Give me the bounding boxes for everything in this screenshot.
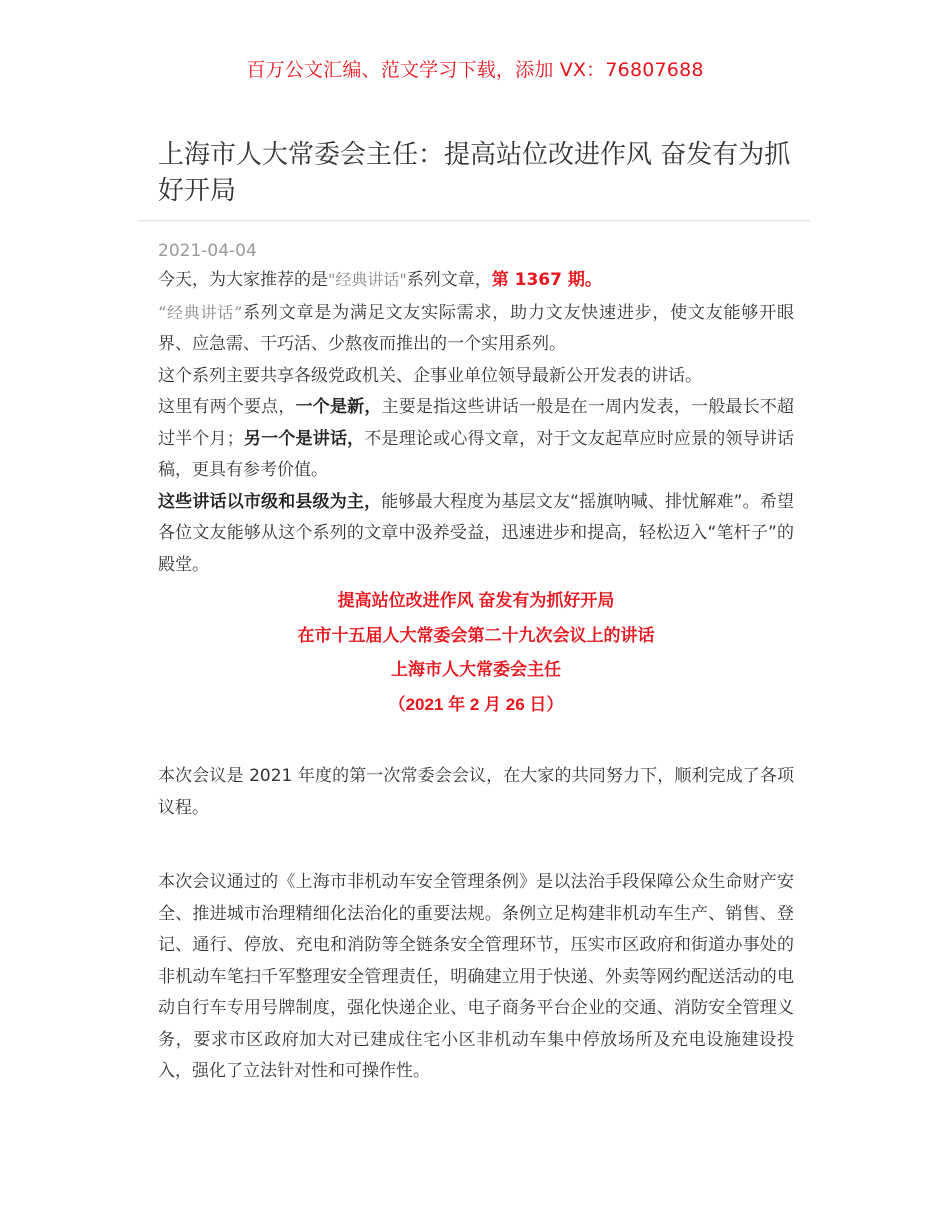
body-paragraph-1: 本次会议是 2021 年度的第一次常委会会议，在大家的共同努力下，顺利完成了各项议程。: [158, 766, 794, 818]
body-paragraph-2: 本次会议通过的《上海市非机动车安全管理条例》是以法治手段保障公众生命财产安全、推进城市治理精细化法治化的重要法规。条例立足构建非机动车生产、销售、登记、通行、停放、充电和消防等全链条安全管理环节，压实市区政府和街道办事处的非机动车笔扫千军整理安全管理责任，明确建立用于快递、外卖等网约配送活动的电动自行车专用号牌制度，强化快递企业、电子商务平台企业的交通、消防安全管理义务，要求市区政府加大对已建成住宅小区非机动车集中停放场所及充电设施建设投入，强化了立法针对性和可操作性。: [158, 872, 794, 1081]
article-title: 上海市人大常委会主任：提高站位改进作风 奋发有为抓好开局: [158, 140, 791, 206]
intro-paragraph-5: [158, 487, 794, 582]
series-name: "经典讲话": [328, 270, 407, 289]
key-point-2: 另一个是讲话，: [243, 428, 365, 449]
title-divider: [139, 220, 810, 221]
intro-paragraph-2: [158, 297, 794, 361]
key-point-1: 一个是新，: [295, 397, 382, 417]
spacer: [158, 824, 794, 867]
intro-text: 不是理论或心得文章，对于文友起草应时应景的领导讲话稿，更具有参考价值。: [158, 428, 795, 480]
speech-occasion: 在市十五届人大常委会第二十九次会议上的讲话: [297, 625, 655, 645]
spacer: [158, 722, 794, 761]
intro-paragraph-3: 这个系列主要共享各级党政机关、企事业单位领导最新公开发表的讲话。: [158, 365, 702, 386]
article-content: [158, 238, 794, 1088]
intro-paragraph-4: [158, 392, 794, 487]
intro-text: 这里有两个要点，: [158, 397, 296, 417]
speech-header: [158, 584, 794, 722]
key-point-3: 这些讲话以市级和县级为主，: [158, 491, 382, 512]
intro-text: 今天，为大家推荐的是: [158, 270, 328, 290]
speech-title: 提高站位改进作风 奋发有为抓好开局: [337, 591, 615, 610]
series-name: “经典讲话”: [158, 302, 243, 322]
speech-date: （2021 年 2 月 26 日）: [388, 694, 564, 714]
publish-date: 2021-04-04: [158, 241, 257, 261]
promo-banner: 百万公文汇编、范文学习下载，添加 VX：76807688: [246, 59, 704, 81]
intro-text: 系列文章，: [406, 270, 492, 290]
speech-speaker: 上海市人大常委会主任: [391, 660, 561, 679]
intro-text: 主要是指这些讲话一般是在一周内发表，一般最长不超过半个月；: [158, 397, 795, 449]
issue-number: 第 1367 期。: [491, 270, 602, 290]
intro-text: 系列文章是为满足文友实际需求，助力文友快速进步，使文友能够开眼界、应急需、干巧活、少熬夜而推出的一个实用系列。: [158, 302, 794, 354]
intro-paragraph-1: [158, 264, 794, 297]
intro-text: 能够最大程度为基层文友“摇旗呐喊、排忧解难”。希望各位文友能够从这个系列的文章中汲养受益，迅速进步和提高，轻松迈入“笔杆子”的殿堂。: [158, 491, 794, 575]
